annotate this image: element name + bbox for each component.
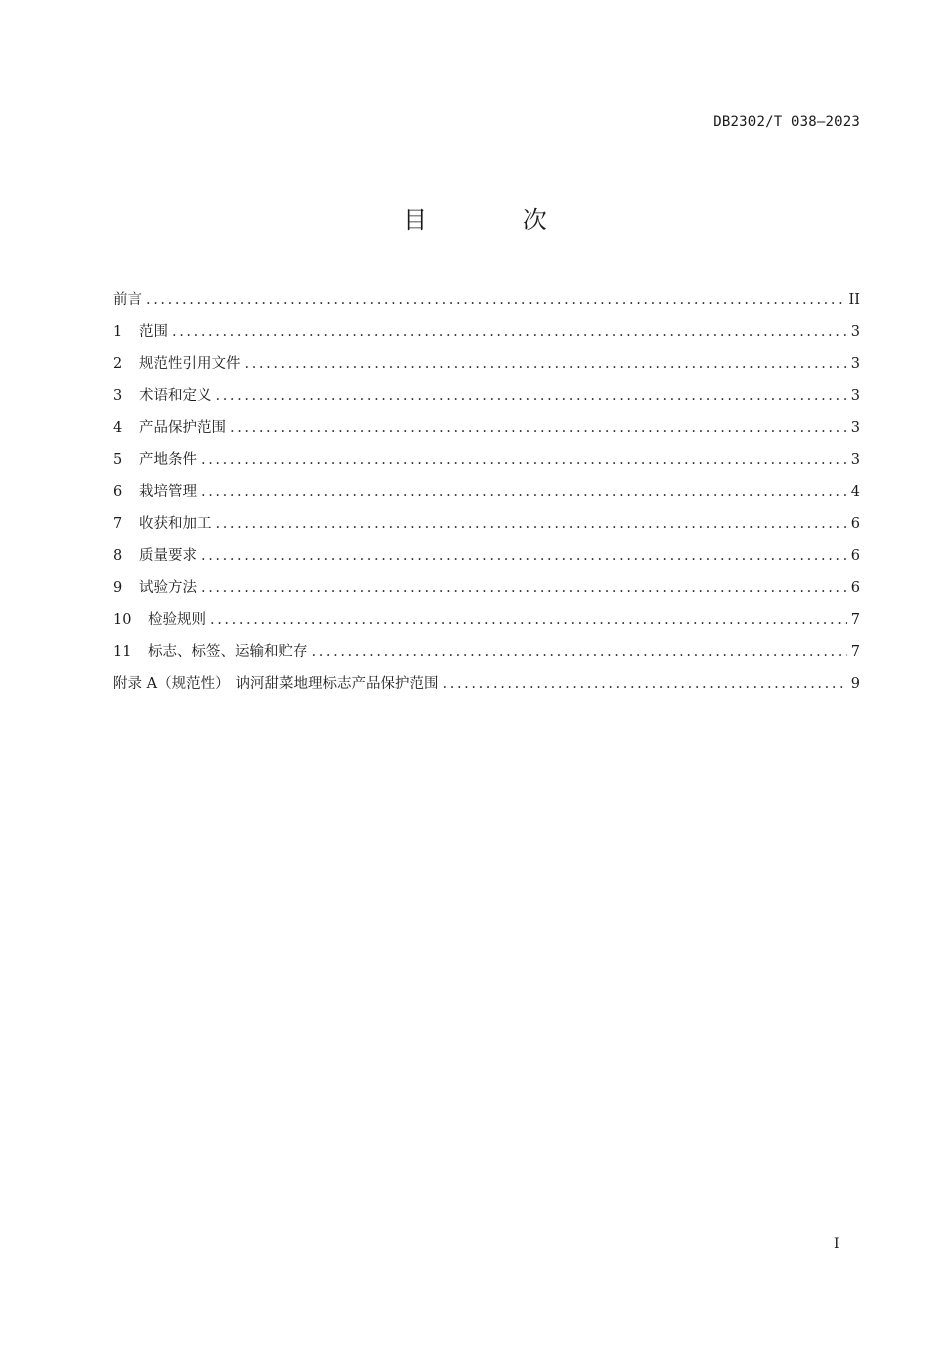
toc-leader bbox=[201, 478, 847, 506]
toc-entry-page: 7 bbox=[850, 612, 860, 628]
toc-entry-4[interactable] bbox=[113, 414, 860, 446]
toc-entry-label: 栽培管理 bbox=[139, 484, 197, 500]
toc-entry-page: 3 bbox=[850, 420, 860, 436]
toc-entry-number: 9 bbox=[113, 580, 123, 596]
toc-leader bbox=[443, 670, 847, 698]
toc-entry-page: 4 bbox=[850, 484, 860, 500]
toc-entry-page: 3 bbox=[850, 356, 860, 372]
toc-entry-page: 3 bbox=[850, 452, 860, 468]
toc-entry-3[interactable] bbox=[113, 382, 860, 414]
toc-entry-label: 前言 bbox=[113, 292, 142, 308]
toc-entry-7[interactable] bbox=[113, 510, 860, 542]
toc-entry-label: 产地条件 bbox=[139, 452, 197, 468]
toc-entry-foreword[interactable] bbox=[113, 286, 860, 318]
toc-leader bbox=[201, 446, 847, 474]
toc-entry-2[interactable] bbox=[113, 350, 860, 382]
toc-entry-label: 规范性引用文件 bbox=[139, 356, 241, 372]
page-number: I bbox=[834, 1236, 840, 1252]
toc-entry-page: 9 bbox=[850, 676, 860, 692]
toc-entry-page: 3 bbox=[850, 324, 860, 340]
toc-entry-page: II bbox=[848, 292, 860, 308]
toc-entry-label: 术语和定义 bbox=[139, 388, 212, 404]
toc-entry-10[interactable] bbox=[113, 606, 860, 638]
toc-entry-number: 7 bbox=[113, 516, 123, 532]
toc-entry-number: 6 bbox=[113, 484, 123, 500]
table-of-contents bbox=[113, 286, 860, 702]
toc-leader bbox=[245, 350, 847, 378]
toc-entry-label: 收获和加工 bbox=[139, 516, 212, 532]
toc-entry-5[interactable] bbox=[113, 446, 860, 478]
toc-leader bbox=[210, 606, 847, 634]
toc-entry-page: 3 bbox=[850, 388, 860, 404]
toc-leader bbox=[216, 382, 847, 410]
toc-entry-page: 7 bbox=[850, 644, 860, 660]
toc-leader bbox=[230, 414, 847, 442]
toc-entry-label: 试验方法 bbox=[139, 580, 197, 596]
document-code: DB2302/T 038—2023 bbox=[713, 114, 860, 130]
toc-leader bbox=[201, 574, 847, 602]
toc-entry-8[interactable] bbox=[113, 542, 860, 574]
toc-entry-11[interactable] bbox=[113, 638, 860, 670]
toc-entry-number: 10 bbox=[113, 612, 132, 628]
page-title: 目 次 bbox=[403, 206, 591, 234]
toc-entry-1[interactable] bbox=[113, 318, 860, 350]
toc-entry-page: 6 bbox=[850, 548, 860, 564]
toc-entry-number: 2 bbox=[113, 356, 123, 372]
toc-entry-number: 3 bbox=[113, 388, 123, 404]
toc-entry-6[interactable] bbox=[113, 478, 860, 510]
toc-leader bbox=[172, 318, 847, 346]
toc-entry-page: 6 bbox=[850, 516, 860, 532]
toc-entry-page: 6 bbox=[850, 580, 860, 596]
toc-leader bbox=[216, 510, 847, 538]
toc-entry-number: 5 bbox=[113, 452, 123, 468]
toc-entry-label: 范围 bbox=[139, 324, 168, 340]
toc-entry-number: 4 bbox=[113, 420, 123, 436]
toc-leader bbox=[201, 542, 847, 570]
toc-entry-label: 讷河甜菜地理标志产品保护范围 bbox=[235, 676, 439, 692]
toc-entry-label: 产品保护范围 bbox=[139, 420, 226, 436]
toc-entry-number: 1 bbox=[113, 324, 123, 340]
appendix-prefix: 附录 A（规范性） bbox=[113, 676, 230, 692]
toc-leader bbox=[146, 286, 845, 314]
toc-entry-label: 质量要求 bbox=[139, 548, 197, 564]
toc-entry-number: 8 bbox=[113, 548, 123, 564]
toc-entry-number: 11 bbox=[113, 644, 132, 660]
toc-entry-label: 标志、标签、运输和贮存 bbox=[148, 644, 308, 660]
toc-entry-appendix-a[interactable] bbox=[113, 670, 860, 702]
toc-entry-label: 检验规则 bbox=[148, 612, 206, 628]
toc-entry-9[interactable] bbox=[113, 574, 860, 606]
toc-leader bbox=[312, 638, 847, 666]
